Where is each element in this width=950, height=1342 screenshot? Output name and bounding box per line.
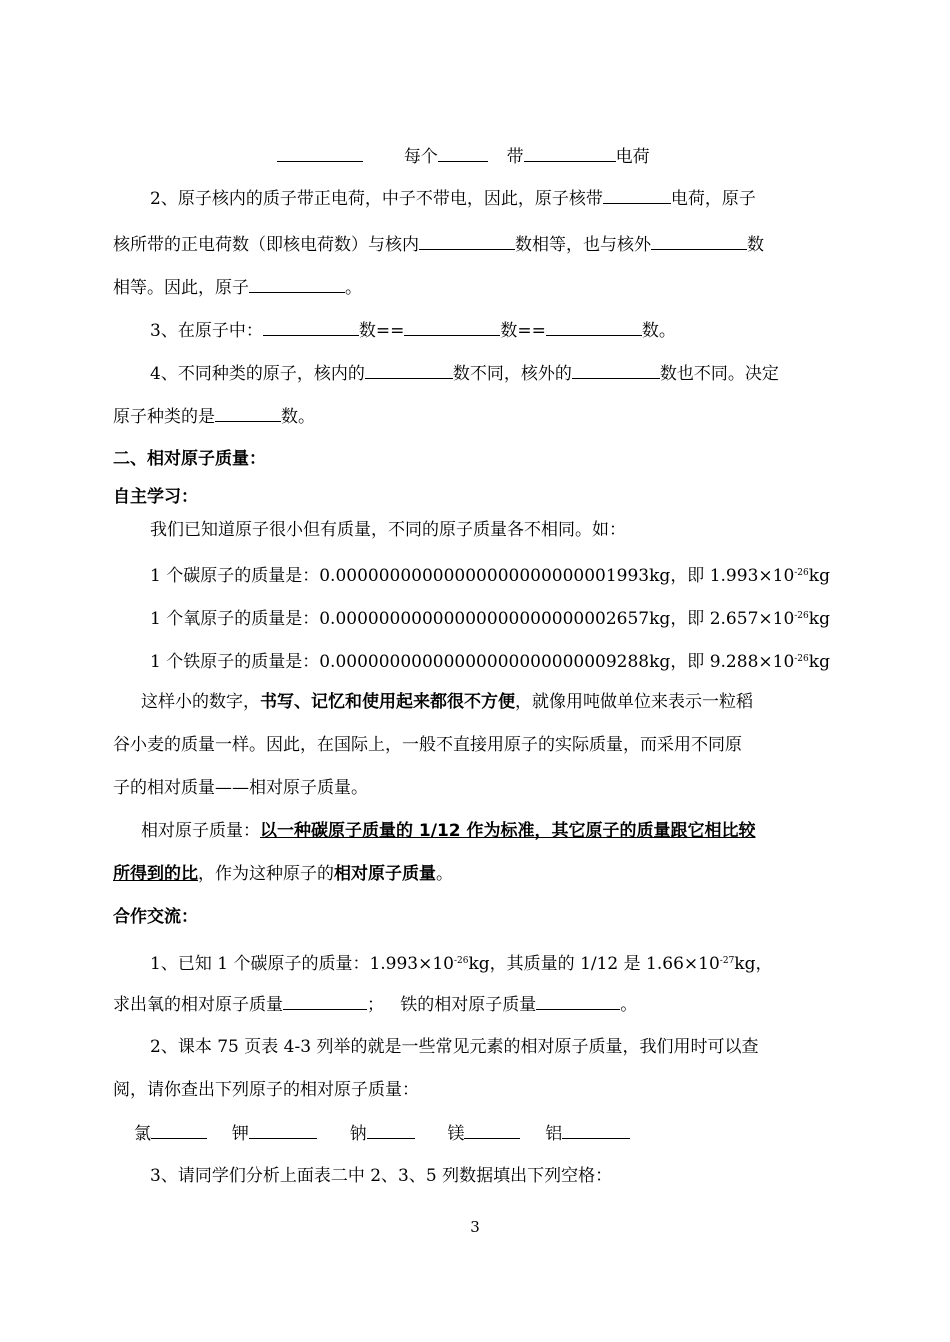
element-label: 钠 [349, 1124, 367, 1144]
blank[interactable] [283, 993, 367, 1010]
p2-line1 [150, 187, 756, 210]
text: 相等。因此，原子 [113, 278, 249, 298]
blank[interactable] [562, 1122, 630, 1139]
blank[interactable] [651, 233, 747, 250]
page-number: 3 [470, 1218, 480, 1236]
text: 带 [506, 147, 524, 167]
text: 数不同，核外的 [452, 364, 572, 384]
text: 核所带的正电荷数（即核电荷数）与核内 [113, 235, 419, 255]
blank[interactable] [546, 319, 642, 336]
elements-row [134, 1122, 630, 1145]
mass-line-carbon: 1 个碳原子的质量是：0.00000000000000000000000001993kg，即 $1.993\times 10^{-26}kg$ [150, 566, 830, 586]
blank[interactable] [536, 993, 620, 1010]
subheading-self-study: 自主学习： [113, 487, 198, 507]
blank[interactable] [419, 233, 515, 250]
text: 数 [747, 235, 764, 255]
element-label: 镁 [447, 1124, 465, 1144]
text: 2、原子核内的质子带正电荷，中子不带电，因此，原子核带 [150, 189, 603, 209]
blank[interactable] [572, 362, 660, 379]
p3-line [150, 319, 676, 342]
para-line1: 这样小的数字，书写、记忆和使用起来都很不方便，就像用吨做单位来表示一粒稻 [141, 692, 753, 712]
blank[interactable] [524, 145, 616, 162]
element-label: 钾 [231, 1124, 249, 1144]
para-line2: 谷小麦的质量一样。因此，在国际上，一般不直接用原子的实际质量，而采用不同原 [113, 735, 742, 755]
text: 数。 [281, 407, 315, 427]
blank[interactable] [249, 1122, 317, 1139]
blank[interactable] [464, 1122, 520, 1139]
c1-line1: 1、已知 1 个碳原子的质量：$1.993\times 10^{-26}kg$，其质量的 1/12 是 $1.66\times 10^{-27}kg$， [150, 954, 773, 974]
blank[interactable] [367, 1122, 415, 1139]
text: 电荷 [615, 147, 650, 167]
para-line3: 子的相对质量——相对原子质量。 [113, 778, 368, 798]
definition-line2: 所得到的比，作为这种原子的相对原子质量。 [113, 864, 453, 884]
p2-line3 [113, 276, 362, 299]
text: 数== [500, 321, 546, 341]
text: 电荷，原子 [670, 189, 756, 209]
c2-line1: 2、课本 75 页表 4-3 列举的就是一些常见元素的相对原子质量，我们用时可以查 [150, 1037, 759, 1057]
blank[interactable] [603, 187, 671, 204]
blank[interactable] [151, 1122, 207, 1139]
definition-line1: 相对原子质量：以一种碳原子质量的 1/12 作为标准，其它原子的质量跟它相比较 [141, 821, 756, 841]
blank[interactable] [277, 145, 363, 162]
c1-line2: 求出氧的相对原子质量 ； 铁的相对原子质量 。 [113, 995, 638, 1015]
text: 。 [345, 278, 362, 298]
line-charge [277, 145, 650, 168]
blank[interactable] [249, 276, 345, 293]
text: 数== [358, 321, 405, 341]
mass-line-iron: 1 个铁原子的质量是：0.00000000000000000000000009288kg，即 $9.288\times 10^{-26}kg$ [150, 652, 830, 672]
text: 3、在原子中： [150, 321, 263, 341]
p2-line2 [113, 233, 764, 256]
text: 数。 [641, 321, 676, 341]
blank[interactable] [263, 319, 359, 336]
blank[interactable] [215, 405, 281, 422]
text: 4、不同种类的原子，核内的 [150, 364, 365, 384]
blank[interactable] [438, 145, 488, 162]
intro-text: 我们已知道原子很小但有质量，不同的原子质量各不相同。如： [150, 520, 626, 540]
mass-line-oxygen: 1 个氧原子的质量是：0.00000000000000000000000002657kg，即 $2.657\times 10^{-26}kg$ [150, 609, 830, 629]
c3-line: 3、请同学们分析上面表二中 2、3、5 列数据填出下列空格： [150, 1166, 613, 1186]
text: 原子种类的是 [113, 407, 215, 427]
c2-line2: 阅，请你查出下列原子的相对原子质量： [113, 1080, 419, 1100]
p4-line2 [113, 405, 315, 428]
p4-line1 [150, 362, 779, 385]
element-label: 氯 [134, 1124, 151, 1144]
text: 数也不同。决定 [659, 364, 779, 384]
element-label: 铝 [545, 1124, 563, 1144]
text: 每个 [403, 147, 438, 167]
section-heading: 二、相对原子质量： [113, 449, 266, 469]
blank[interactable] [404, 319, 500, 336]
blank[interactable] [365, 362, 453, 379]
text: 数相等，也与核外 [515, 235, 651, 255]
subheading-cooperation: 合作交流： [113, 907, 198, 927]
